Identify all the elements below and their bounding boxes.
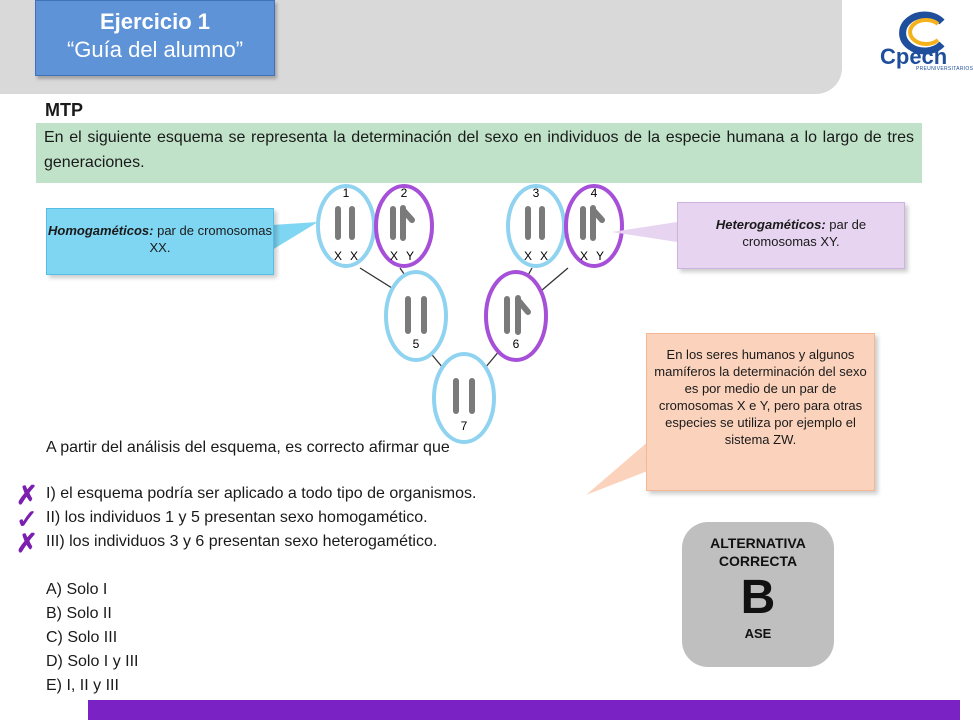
statement-item: I) el esquema podría ser aplicado a todo tipo de organismos. [46,485,477,502]
homogametic-term: Homogaméticos: [48,223,154,238]
heterogametic-text: par de cromosomas XY. [742,217,867,249]
statement-item: II) los individuos 1 y 5 presentan sexo homogamético. [46,509,428,526]
species-note-callout [646,333,875,491]
cell-1 [318,186,374,266]
species-note-text: En los seres humanos y algunos mamíferos la determinación del sexo es por medio de un par de cromosomas X e Y, pero para otras especies se utiliza por ejemplo el sistema ZW. [654,347,867,447]
chromosome-diagram [300,178,640,440]
statement-item: III) los individuos 3 y 6 presentan sexo heterogamético. [46,533,438,550]
answer-skill: ASE [744,626,772,641]
cell-3-chrom-b: X [539,249,549,263]
cell-7-number: 7 [460,419,468,433]
brand-tagline: PREUNIVERSITARIOS [916,66,973,72]
answer-letter: B [740,571,776,624]
option-a[interactable]: A) Solo I [46,581,108,598]
cell-1-chrom-a: X [333,249,343,263]
note-pointer [586,440,650,495]
cell-4-chrom-a: X [579,249,589,263]
cell-6-number: 6 [512,337,520,351]
cell-1-number: 1 [342,186,350,200]
footer-bar [88,700,960,720]
answer-label-line2: CORRECTA [718,553,798,569]
heterogametic-callout [677,202,905,269]
heterogametic-term: Heterogaméticos: [715,217,826,232]
answer-label-line1: ALTERNATIVA [710,535,806,551]
cell-4-number: 4 [590,186,598,200]
cell-2-chrom-a: X [389,249,399,263]
cell-2-chrom-b: Y [405,249,415,263]
cell-4 [566,186,622,266]
cell-3 [508,186,564,266]
cell-2-number: 2 [400,186,408,200]
statement-list [46,482,476,554]
brand-name: Cpech [880,44,948,69]
answer-label [682,534,834,570]
cell-2 [376,186,432,266]
cell-7 [434,354,494,442]
cell-4-chrom-b: Y [595,249,605,263]
homogametic-callout [46,208,274,275]
problem-statement: En el siguiente esquema se representa la determinación del sexo en individuos de la especie humana a lo largo de tres generaciones. [36,123,922,183]
exercise-title: Ejercicio 1 [99,9,211,34]
homogametic-text: par de cromosomas XX. [149,223,272,255]
question-prompt: A partir del análisis del esquema, es correcto afirmar que [46,439,450,456]
option-b[interactable]: B) Solo II [46,605,112,622]
option-d[interactable]: D) Solo I y III [46,653,139,670]
cell-1-chrom-b: X [349,249,359,263]
cell-6 [486,272,546,360]
exercise-title-box [35,0,275,76]
cell-5 [386,272,446,360]
cell-3-chrom-a: X [523,249,533,263]
cell-3-number: 3 [532,186,540,200]
section-label: MTP [45,100,83,120]
mark-incorrect-icon: ✗ [16,528,38,558]
correct-answer-box [682,522,834,667]
mark-incorrect-icon: ✗ [16,480,38,510]
mark-correct-icon: ✓ [16,504,38,534]
answer-options [46,578,138,698]
option-c[interactable]: C) Solo III [46,629,118,646]
cell-5-number: 5 [412,337,420,351]
option-e[interactable]: E) I, II y III [46,677,119,694]
exercise-subtitle: “Guía del alumno” [66,37,244,62]
